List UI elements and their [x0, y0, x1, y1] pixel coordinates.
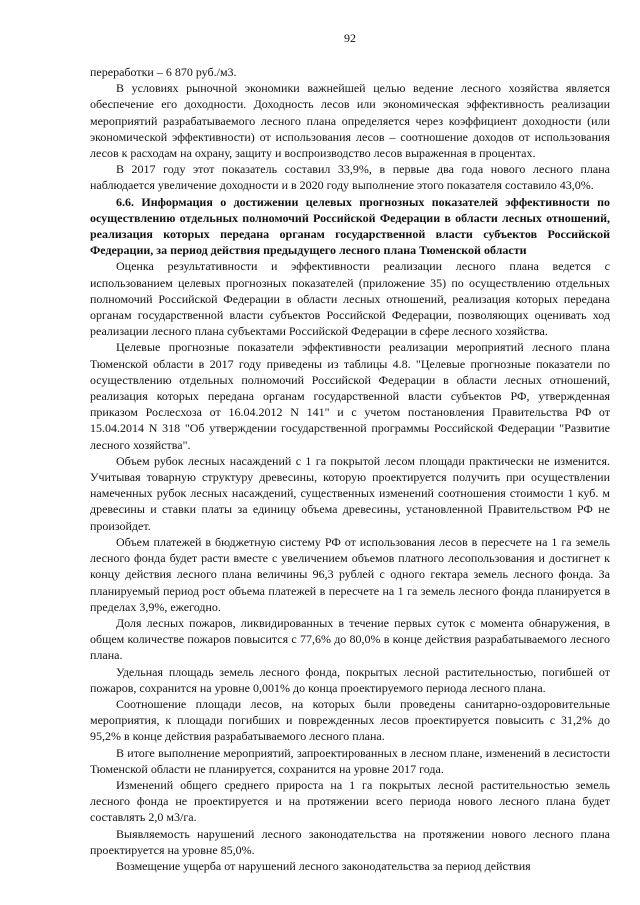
document-page — [90, 0, 610, 905]
body-paragraph: Объем рубок лесных насаждений с 1 га покрытой лесом площади практически не изменится. Учитывая товарную структуру древесины, которую проектируется получить при осуществлении намеченных рубок лесных насаждений, существенных изменений соотношения стоимости 1 куб. м древесины и ставки платы за единицу объема древесины, установленной Правительством РФ не произойдет. — [90, 453, 610, 533]
section-heading: 6.6. Информация о достижении целевых прогнозных показателей эффективности по осуществлению отдельных полномочий Российской Федерации в области лесных отношений, реализация которых передана органам государственной власти субъектов Российской Федерации, за период действия предыдущего лесного плана Тюменской области — [90, 194, 610, 258]
body-paragraph: В 2017 году этот показатель составил 33,9%, в первые два года нового лесного плана наблюдается увеличение доходности и в 2020 году выполнение этого показателя составило 43,0%. — [90, 162, 610, 193]
body-paragraph: Соотношение площади лесов, на которых были проведены санитарно-оздоровительные мероприятия, к площади погибших и поврежденных лесов проектируется повысить с 31,2% до 95,2% в конце действия разрабатываемого лесного плана. — [90, 696, 610, 744]
body-paragraph: Целевые прогнозные показатели эффективности реализации мероприятий лесного плана Тюменской области в 2017 году приведены из таблицы 4.8. "Целевые прогнозные показатели по осуществлению отдельных полномочий Российской Федерации в области лесных отношений, реализация которых передана органам государственной власти субъектов РФ, утвержденная приказом Рослесхоза от 16.04.2012 N 141" и с учетом постановления Правительства РФ от 15.04.2014 N 318 "Об утверждении государственной программы Российской Федерации "Развитие лесного хозяйства". — [90, 340, 610, 452]
body-paragraph: Возмещение ущерба от нарушений лесного законодательства за период действия — [116, 858, 531, 873]
body-paragraph: Оценка результативности и эффективности реализации лесного плана ведется с использованием целевых прогнозных показателей (приложение 35) по осуществлению отдельных полномочий Российской Федерации в области лесных отношений, реализация которых передана органам государственной власти субъектов Российской Федерации, позволяющих оценивать ход реализации лесного плана субъектами Российской Федерации в сфере лесного хозяйства. — [90, 259, 610, 339]
page-number: 92 — [344, 31, 356, 45]
body-paragraph: Доля лесных пожаров, ликвидированных в течение первых суток с момента обнаружения, в общем количестве пожаров повысится с 77,6% до 80,0% в конце действия разрабатываемого лесного плана. — [90, 615, 610, 663]
body-paragraph: В условиях рыночной экономики важнейшей целью ведение лесного хозяйства является обеспечение его доходности. Доходность лесов или экономическая эффективность реализации мероприятий разрабатываемого лесного плана определяется через коэффициент доходности (или экономической эффективности) от использования лесов – соотношение доходов от использования лесов к расходам на охрану, защиту и воспроизводство лесов выраженная в процентах. — [90, 81, 610, 161]
body-paragraph: Выявляемость нарушений лесного законодательства на протяжении нового лесного плана проектируется на уровне 85,0%. — [90, 826, 610, 857]
body-paragraph: Объем платежей в бюджетную систему РФ от использования лесов в пересчете на 1 га земель лесного фонда будет расти вместе с увеличением объемов платного лесопользования и достигнет к концу действия лесного плана величины 96,3 рублей с одного гектара земель лесного фонда. За планируемый период рост объема платежей в пересчете на 1 га земель лесного фонда планируется в пределах 3,9%, ежегодно. — [90, 534, 610, 614]
body-paragraph: переработки – 6 870 руб./м3. — [90, 65, 237, 79]
body-paragraph: Изменений общего среднего прироста на 1 га покрытых лесной растительностью земель лесного фонда не проектируется и на протяжении всего периода нового лесного плана будет составлять 2,0 м3/га. — [90, 777, 610, 825]
body-paragraph: В итоге выполнение мероприятий, запроектированных в лесном плане, изменений в лесистости Тюменской области не планируется, сохранится на уровне 2017 года. — [90, 745, 610, 776]
document-body — [90, 64, 610, 874]
body-paragraph: Удельная площадь земель лесного фонда, покрытых лесной растительностью, погибшей от пожаров, сохранится на уровне 0,001% до конца проектируемого периода лесного плана. — [90, 664, 610, 695]
